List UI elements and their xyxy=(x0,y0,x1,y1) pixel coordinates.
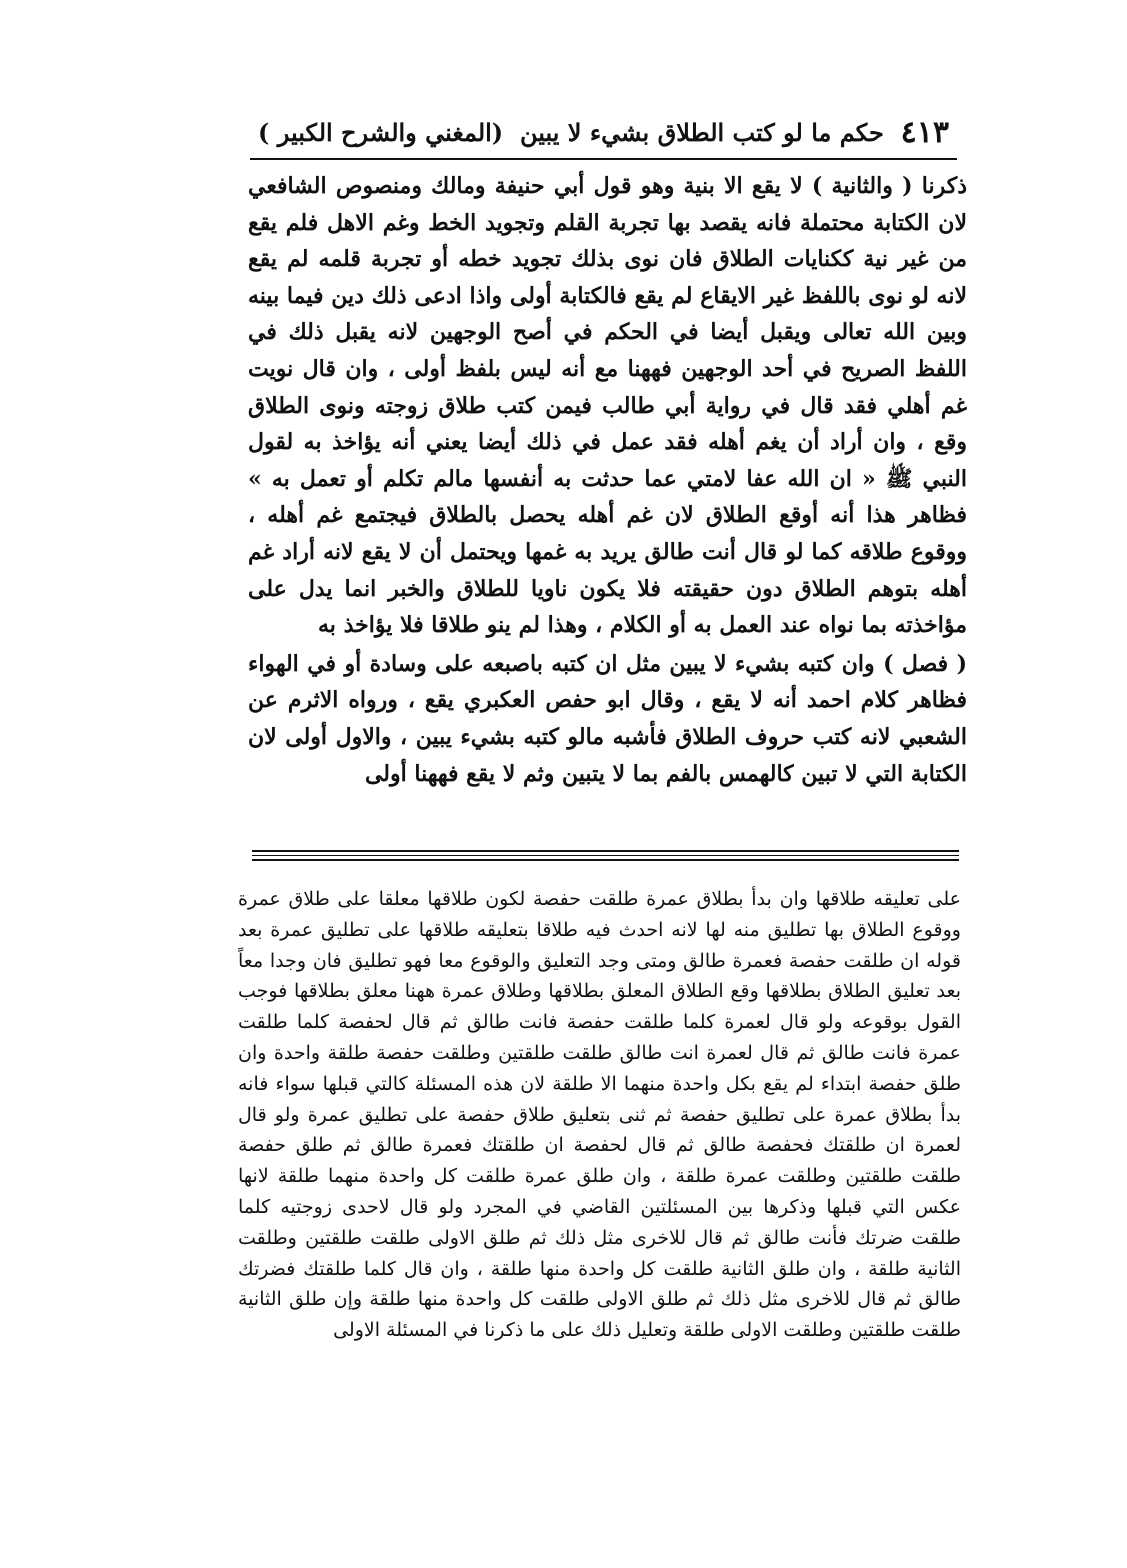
running-header xyxy=(258,110,949,154)
header-rule xyxy=(250,158,957,160)
book-title: (المغني والشرح الكبير ) xyxy=(258,117,504,147)
page-number: ٤١٣ xyxy=(900,114,949,150)
fasl-paragraph: ( فصل ) وان كتبه بشيء لا يبين مثل ان كتبه باصبعه على وسادة أو في الهواء فظاهر كلام احمد أنه لا يقع ، وقال ابو حفص العكبري يقع ، ورواه الاثرم عن الشعبي لانه كتب حروف الطلاق فأشبه مالو كتبه بشيء يبين ، والاول أولى لان الكتابة التي لا تبين كالهمس بالفم بما لا يتبين وثم لا يقع فههنا أولى xyxy=(248,650,968,787)
footnote-divider xyxy=(252,850,959,861)
footnote-text xyxy=(238,884,961,1346)
section-title: حكم ما لو كتب الطلاق بشيء لا يبين xyxy=(520,117,884,147)
main-paragraph: ذكرنا ( والثانية ) لا يقع الا بنية وهو قول أبي حنيفة ومالك ومنصوص الشافعي لان الكتابة محتملة فانه يقصد بها تجربة القلم وتجويد الخط وغم الاهل فلم يقع من غير نية ككنايات الطلاق فان نوى بذلك تجويد خطه أو تجربة قلمه لم يقع لانه لو نوى باللفظ غير الايقاع لم يقع فالكتابة أولى واذا ادعى ذلك دين فيما بينه وبين الله تعالى ويقبل أيضا في الحكم في أصح الوجهين لانه يقبل ذلك في اللفظ الصريح في أحد الوجهين فههنا مع أنه ليس بلفظ أولى ، وان قال نويت غم أهلي فقد قال في رواية أبي طالب فيمن كتب طلاق زوجته ونوى الطلاق وقع ، وان أراد أن يغم أهله فقد عمل في ذلك أيضا يعني أنه يؤاخذ به لقول النبي ﷺ « ان الله عفا لامتي عما حدثت به أنفسها مالم تكلم أو تعمل به » فظاهر هذا أنه أوقع الطلاق لان غم أهله يحصل بالطلاق فيجتمع غم أهله ، ووقوع طلاقه كما لو قال أنت طالق يريد به غمها ويحتمل أن لا يقع لانه أراد غم أهله بتوهم الطلاق دون حقيقته فلا يكون ناويا للطلاق والخبر انما يدل على مؤاخذته بما نواه عند العمل به أو الكلام ، وهذا لم ينو طلاقا فلا يؤاخذ به xyxy=(248,173,968,639)
footnote-paragraph: على تعليقه طلاقها وان بدأ بطلاق عمرة طلقت حفصة لكون طلاقها معلقا على طلاق عمرة ووقوع الطلاق بها تطليق منه لها لانه احدث فيه طلاقا بتعليقه طلاقها على تطليق عمرة بعد قوله ان طلقت حفصة فعمرة طالق ومتى وجد التعليق والوقوع معا فهو تطليق فان وجدا معاً بعد تعليق الطلاق بطلاقها وقع الطلاق المعلق بطلاقها وطلاق عمرة ههنا معلق بطلاقها فوجب القول بوقوعه ولو قال لعمرة كلما طلقت حفصة فانت طالق ثم قال لحفصة كلما طلقت عمرة فانت طالق ثم قال لعمرة انت طالق طلقت طلقتين وطلقت حفصة طلقة واحدة وان طلق حفصة ابتداء لم يقع بكل واحدة منهما الا طلقة لان هذه المسئلة كالتي قبلها سواء فانه بدأ بطلاق عمرة على تطليق حفصة ثم ثنى بتعليق طلاق حفصة على تطليق عمرة ولو قال لعمرة ان طلقتك فحفصة طالق ثم قال لحفصة ان طلقتك فعمرة طالق ثم طلق حفصة طلقت طلقتين وطلقت عمرة طلقة ، وان طلق عمرة طلقت كل واحدة منهما طلقة لانها عكس التي قبلها وذكرها بين المسئلتين القاضي في المجرد ولو قال لاحدى زوجتيه كلما طلقت ضرتك فأنت طالق ثم قال للاخرى مثل ذلك ثم طلق الاولى طلقت طلقتين وطلقت الثانية طلقة ، وان طلق الثانية طلقت كل واحدة منها طلقة ، وان قال كلما طلقتك فضرتك طالق ثم قال للاخرى مثل ذلك ثم طلق الاولى طلقت كل واحدة منها طلقة وإن طلق الثانية طلقت طلقتين وطلقت الاولى طلقة وتعليل ذلك على ما ذكرنا في المسئلة الاولى xyxy=(238,888,961,1342)
main-text xyxy=(248,168,967,792)
